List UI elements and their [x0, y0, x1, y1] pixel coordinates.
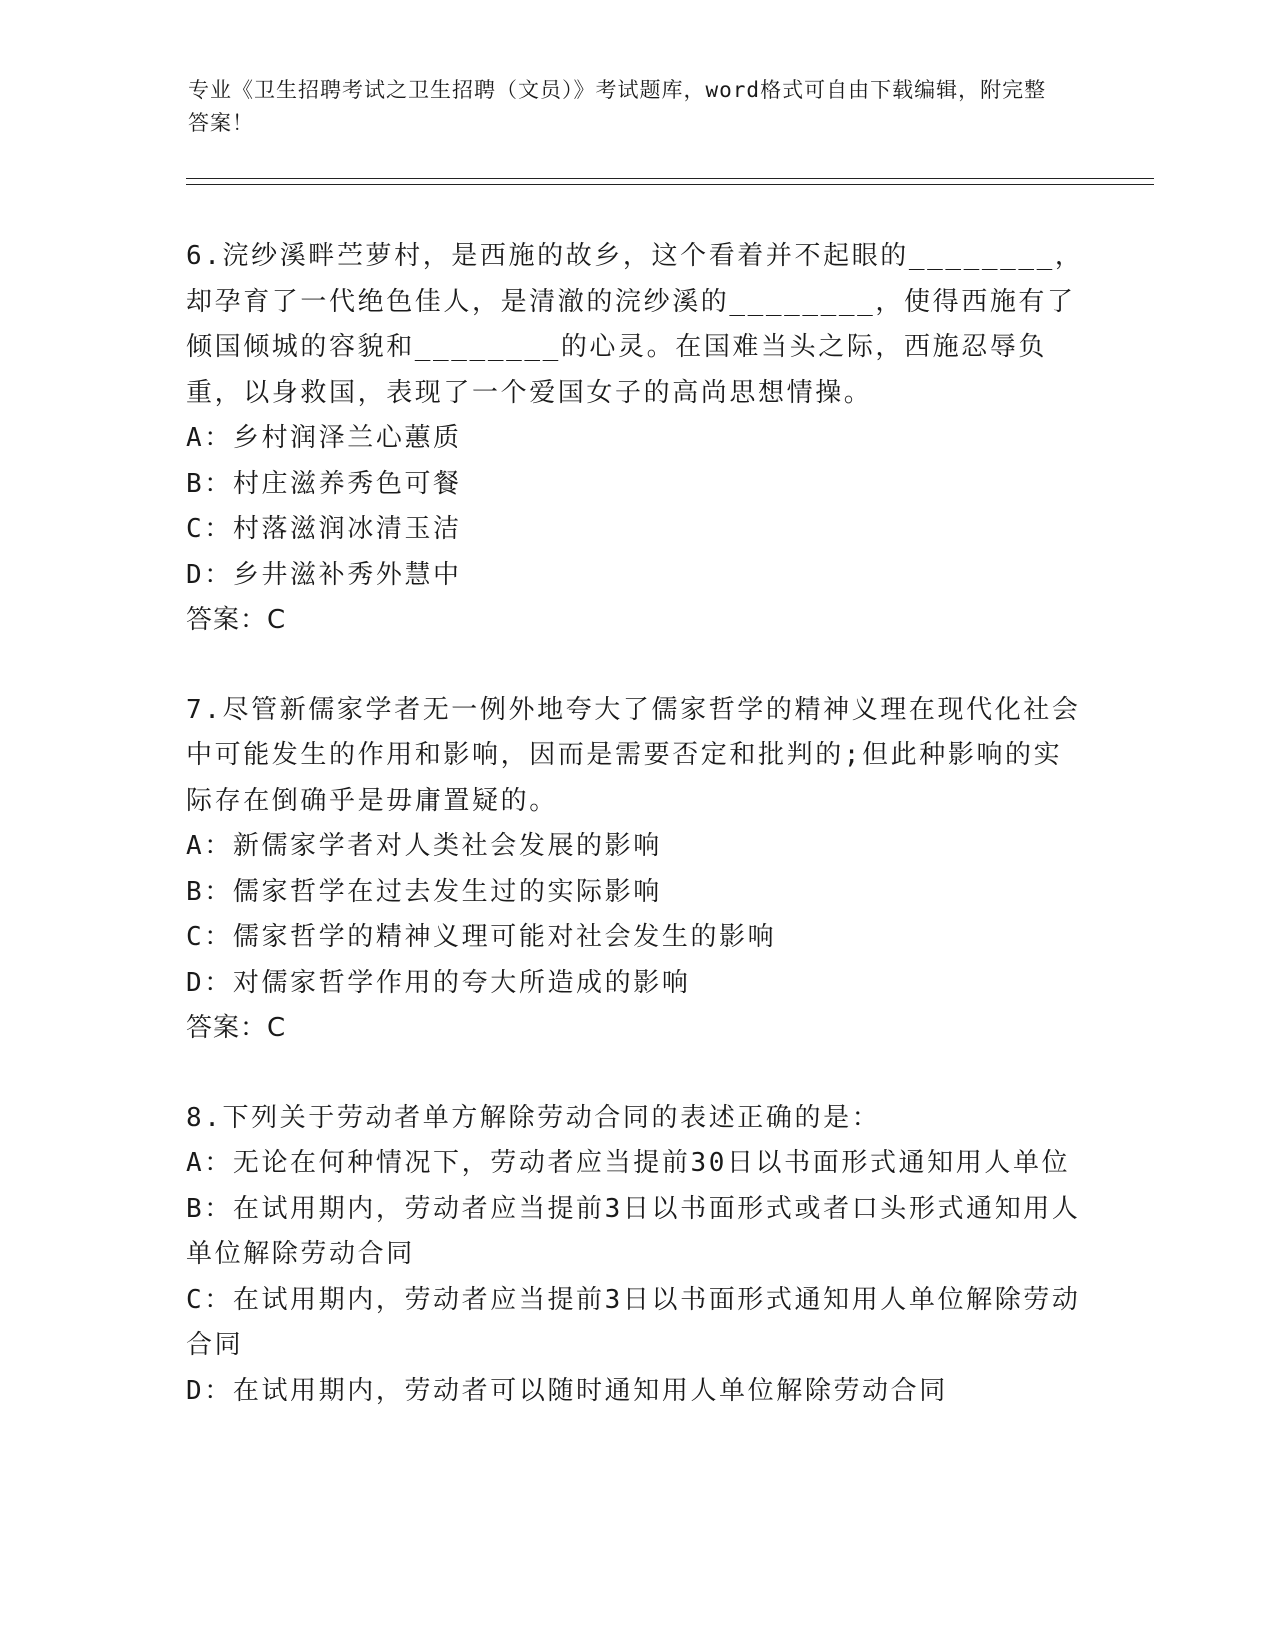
- question-7: [186, 688, 1086, 1052]
- option-b: B：在试用期内，劳动者应当提前3日以书面形式或者口头形式通知用人单位解除劳动合同: [186, 1193, 1081, 1269]
- document-header: [188, 74, 1068, 140]
- question-list: [186, 234, 1086, 1458]
- option-a: A：乡村润泽兰心蕙质: [186, 423, 462, 453]
- option-c: C：村落滋润冰清玉洁: [186, 514, 462, 544]
- option-a: A：新儒家学者对人类社会发展的影响: [186, 831, 662, 861]
- header-divider: [186, 178, 1154, 185]
- option-c: C：在试用期内，劳动者应当提前3日以书面形式通知用人单位解除劳动合同: [186, 1284, 1081, 1360]
- question-8: [186, 1096, 1086, 1415]
- option-d: D：乡井滋补秀外慧中: [186, 559, 462, 590]
- answer-line: 答案：C: [186, 605, 287, 635]
- option-d: D：在试用期内，劳动者可以随时通知用人单位解除劳动合同: [186, 1375, 948, 1406]
- option-c: C：儒家哲学的精神义理可能对社会发生的影响: [186, 922, 777, 952]
- header-text: 专业《卫生招聘考试之卫生招聘（文员）》考试题库，word格式可自由下载编辑，附完整答案！: [188, 78, 1047, 135]
- question-6: [186, 234, 1086, 644]
- option-b: B：儒家哲学在过去发生过的实际影响: [186, 876, 662, 907]
- question-stem: 7.尽管新儒家学者无一例外地夸大了儒家哲学的精神义理在现代化社会中可能发生的作用和影响，因而是需要否定和批判的;但此种影响的实际存在倒确乎是毋庸置疑的。: [186, 694, 1081, 816]
- question-stem: 8.下列关于劳动者单方解除劳动合同的表述正确的是：: [186, 1102, 881, 1133]
- answer-line: 答案：C: [186, 1013, 287, 1043]
- option-b: B：村庄滋养秀色可餐: [186, 468, 462, 499]
- option-a: A：无论在何种情况下，劳动者应当提前30日以书面形式通知用人单位: [186, 1148, 1071, 1178]
- question-stem: 6.浣纱溪畔苎萝村，是西施的故乡，这个看着并不起眼的________，却孕育了一代绝色佳人，是清澈的浣纱溪的________，使得西施有了倾国倾城的容貌和________的心灵。在国难当头之际，西施忍辱负重，以身救国，表现了一个爱国女子的高尚思想情操。: [186, 241, 1084, 408]
- option-d: D：对儒家哲学作用的夸大所造成的影响: [186, 967, 691, 998]
